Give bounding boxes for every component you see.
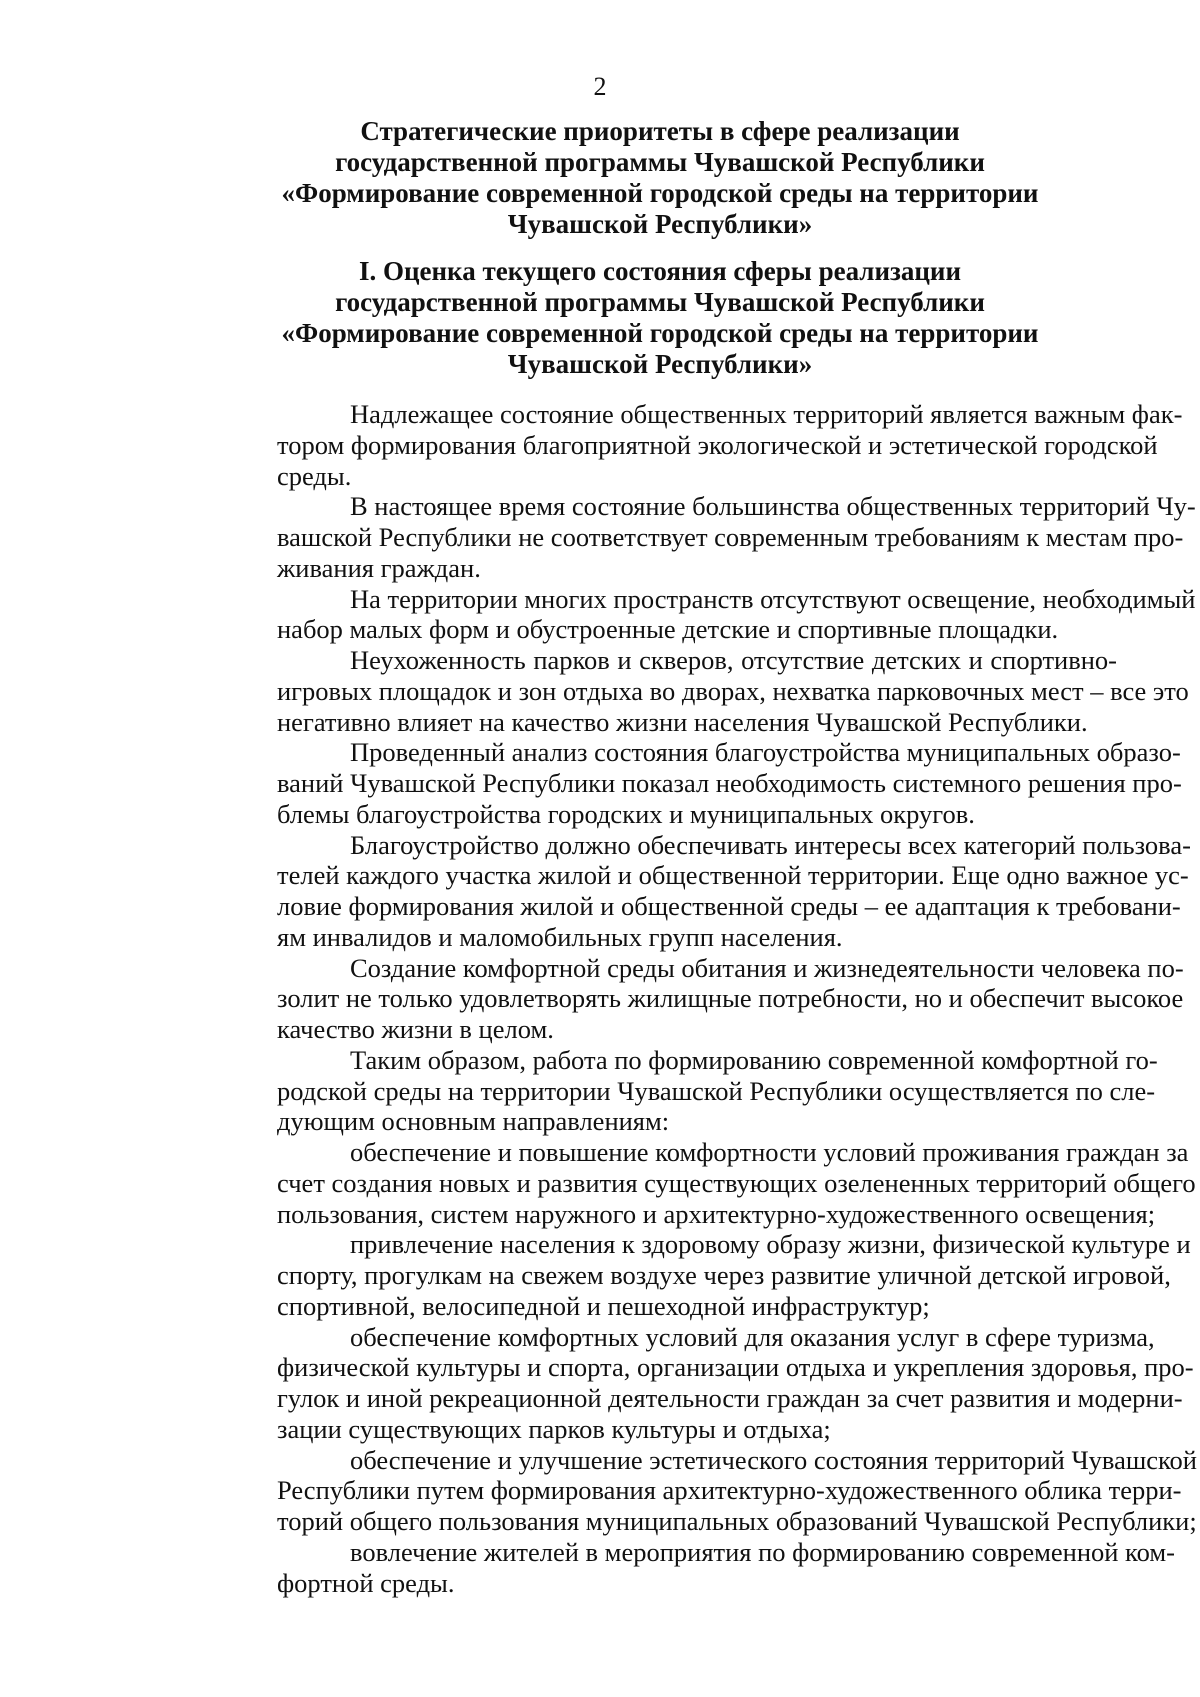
paragraph-line: родской среды на территории Чувашской Республики осуществляется по сле- bbox=[277, 1075, 1156, 1106]
paragraph bbox=[204, 1444, 1197, 1537]
paragraph-line: фортной среды. bbox=[277, 1567, 455, 1598]
paragraph bbox=[204, 1137, 1196, 1229]
paragraph-line: дующим основным направлениям: bbox=[277, 1106, 670, 1137]
paragraph bbox=[204, 1229, 1191, 1321]
title-line: «Формирование современной городской среды на территории bbox=[281, 178, 1039, 208]
paragraph-line: обеспечение комфортных условий для оказания услуг в сфере туризма, bbox=[350, 1321, 1155, 1352]
body-text bbox=[204, 399, 1197, 1598]
paragraph-line: набор малых форм и обустроенные детские и спортивные площадки. bbox=[277, 614, 1059, 645]
paragraph-line: пользования, систем наружного и архитектурно-художественного освещения; bbox=[277, 1198, 1156, 1229]
paragraph-line: привлечение населения к здоровому образу жизни, физической культуре и bbox=[350, 1229, 1191, 1260]
paragraph-line: ловие формирования жилой и общественной среды – ее адаптация к требовани- bbox=[277, 891, 1181, 921]
paragraph-line: Таким образом, работа по формированию современной комфортной го- bbox=[350, 1044, 1158, 1075]
paragraph-line: счет создания новых и развития существующих озелененных территорий общего bbox=[277, 1167, 1196, 1198]
title-line: государственной программы Чувашской Республики bbox=[335, 147, 985, 177]
paragraph-line: В настоящее время состояние большинства общественных территорий Чу- bbox=[350, 491, 1196, 522]
paragraph-line: зации существующих парков культуры и отдыха; bbox=[277, 1413, 831, 1444]
paragraph-line: На территории многих пространств отсутствуют освещение, необходимый bbox=[350, 583, 1196, 614]
paragraph-line: телей каждого участка жилой и общественной территории. Еще одно важное ус- bbox=[277, 860, 1189, 891]
paragraph-line: ям инвалидов и маломобильных групп населения. bbox=[277, 921, 843, 952]
paragraph-line: Благоустройство должно обеспечивать интересы всех категорий пользова- bbox=[350, 829, 1191, 860]
paragraph bbox=[204, 737, 1182, 829]
paragraph-line: обеспечение и улучшение эстетического состояния территорий Чувашской bbox=[350, 1444, 1197, 1475]
paragraph-line: Неухоженность парков и скверов, отсутствие детских и спортивно- bbox=[350, 645, 1117, 675]
paragraph bbox=[204, 1536, 1175, 1599]
paragraph-line: живания граждан. bbox=[277, 552, 481, 583]
paragraph bbox=[204, 645, 1189, 737]
paragraph-line: физической культуры и спорта, организации отдыха и укрепления здоровья, про- bbox=[277, 1352, 1194, 1383]
title-line: Чувашской Республики» bbox=[507, 209, 813, 239]
paragraph-line: качество жизни в целом. bbox=[277, 1014, 554, 1044]
paragraph-line: Надлежащее состояние общественных территорий является важным фак- bbox=[350, 399, 1183, 429]
paragraph-line: обеспечение и повышение комфортности условий проживания граждан за bbox=[350, 1137, 1189, 1167]
paragraph-line: блемы благоустройства городских и муниципальных округов. bbox=[277, 798, 975, 829]
paragraph-line: Проведенный анализ состояния благоустройства муниципальных образо- bbox=[350, 737, 1181, 768]
section-heading-line: «Формирование современной городской среды на территории bbox=[281, 318, 1039, 348]
paragraph-line: вашской Республики не соответствует современным требованиям к местам про- bbox=[277, 522, 1184, 552]
paragraph-line: гулок и иной рекреационной деятельности граждан за счет развития и модерни- bbox=[277, 1383, 1183, 1413]
paragraph-line: игровых площадок и зон отдыха во дворах, нехватка парковочных мест – все это bbox=[277, 675, 1189, 706]
title-line: Стратегические приоритеты в сфере реализации bbox=[360, 116, 960, 146]
paragraph-line: среды. bbox=[277, 460, 352, 491]
paragraph-line: негативно влияет на качество жизни населения Чувашской Республики. bbox=[277, 706, 1088, 737]
paragraph bbox=[204, 829, 1191, 953]
paragraph-line: вовлечение жителей в мероприятия по формированию современной ком- bbox=[350, 1536, 1175, 1567]
section-heading-line: I. Оценка текущего состояния сферы реализации bbox=[358, 256, 962, 286]
paragraph-line: тором формирования благоприятной экологической и эстетической городской bbox=[277, 429, 1158, 460]
paragraph bbox=[204, 1044, 1158, 1137]
paragraph-line: Республики путем формирования архитектурно-художественного облика терри- bbox=[277, 1475, 1182, 1506]
document-title bbox=[200, 116, 1120, 240]
paragraph bbox=[204, 952, 1184, 1045]
section-heading-line: государственной программы Чувашской Республики bbox=[335, 287, 985, 317]
paragraph bbox=[204, 399, 1183, 491]
paragraph-line: спорту, прогулкам на свежем воздухе через развитие уличной детской игровой, bbox=[277, 1260, 1171, 1290]
paragraph-line: золит не только удовлетворять жилищные потребности, но и обеспечит высокое bbox=[277, 983, 1184, 1014]
section-heading-line: Чувашской Республики» bbox=[507, 349, 813, 379]
paragraph-line: ваний Чувашской Республики показал необходимость системного решения про- bbox=[277, 768, 1182, 798]
paragraph-line: спортивной, велосипедной и пешеходной инфраструктур; bbox=[277, 1290, 930, 1321]
section-heading bbox=[200, 256, 1120, 380]
paragraph bbox=[204, 491, 1196, 583]
paragraph bbox=[204, 1321, 1194, 1445]
page-number: 2 bbox=[593, 72, 607, 101]
paragraph-line: торий общего пользования муниципальных образований Чувашской Республики; bbox=[277, 1506, 1197, 1536]
paragraph-line: Создание комфортной среды обитания и жизнедеятельности человека по- bbox=[350, 952, 1184, 983]
paragraph bbox=[204, 583, 1196, 646]
